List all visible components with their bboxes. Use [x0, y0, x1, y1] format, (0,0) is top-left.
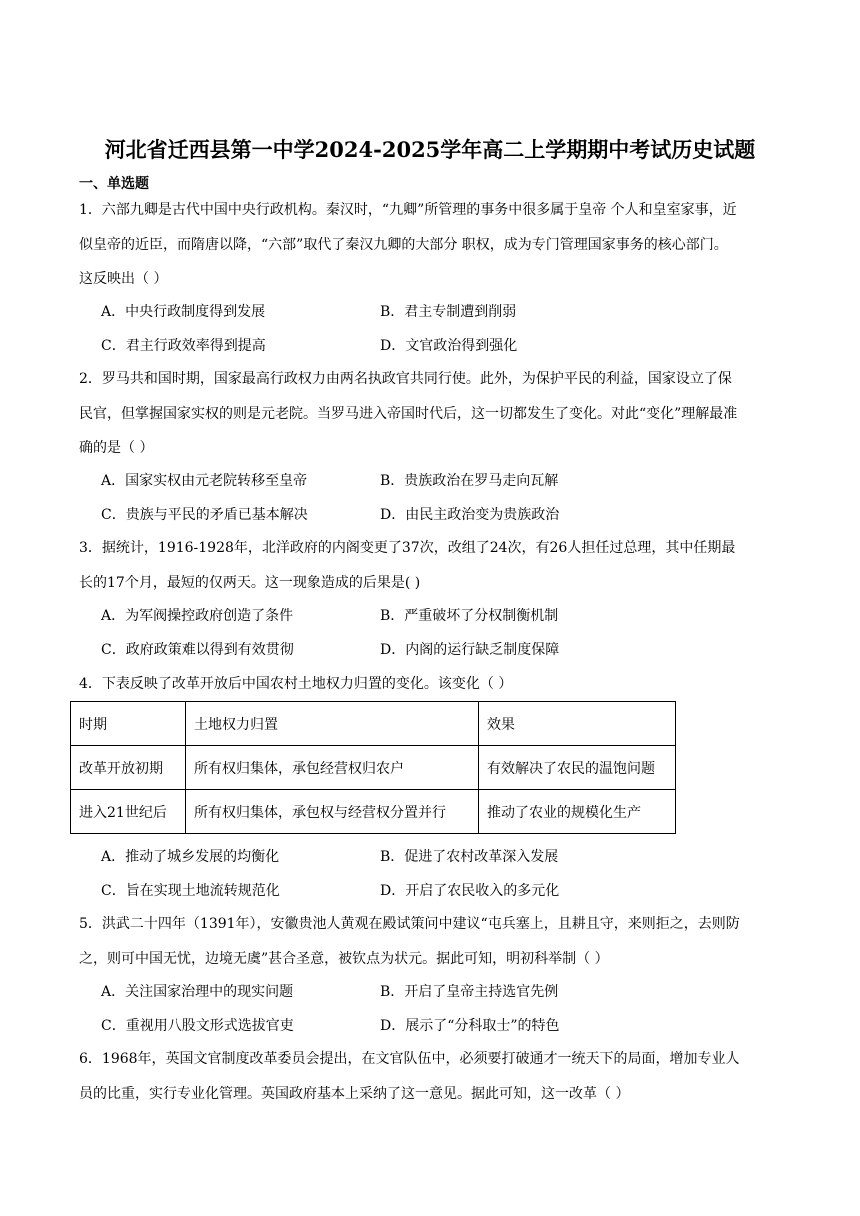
question-2-option-d[interactable]: D．由民主政治变为贵族政治 [380, 507, 560, 523]
question-3-line-1: 3．据统计，1916-1928年，北洋政府的内阁变更了37次，改组了24次，有26人担任过总理，其中任期最 [79, 540, 736, 556]
question-4-line-1: 4．下表反映了改革开放后中国农村土地权力归置的变化。该变化（ ） [79, 676, 513, 692]
table-header-arrangement: 土地权力归置 [186, 702, 479, 746]
question-3-option-c[interactable]: C．政府政策难以得到有效贯彻 [101, 642, 294, 658]
question-2-option-c[interactable]: C．贵族与平民的矛盾已基本解决 [101, 507, 308, 523]
question-4-option-a[interactable]: A．推动了城乡发展的均衡化 [101, 849, 280, 865]
question-4-option-c[interactable]: C．旨在实现土地流转规范化 [101, 883, 280, 899]
table-cell: 推动了农业的规模化生产 [479, 790, 676, 834]
table-row [71, 790, 676, 834]
section-heading: 一、单选题 [79, 176, 149, 192]
question-2-line-2: 民官，但掌握国家实权的则是元老院。当罗马进入帝国时代后，这一切都发生了变化。对此“变化”理解最准 [79, 406, 738, 422]
table-header-period: 时期 [71, 702, 186, 746]
land-rights-table [70, 701, 676, 834]
question-2-option-b[interactable]: B．贵族政治在罗马走向瓦解 [380, 473, 559, 489]
question-3-option-b[interactable]: B．严重破坏了分权制衡机制 [380, 608, 559, 624]
question-1-option-c[interactable]: C．君主行政效率得到提高 [101, 338, 266, 354]
question-5-option-a[interactable]: A．关注国家治理中的现实问题 [101, 984, 294, 1000]
question-1-line-3: 这反映出（ ） [79, 271, 168, 287]
question-1-line-1: 1．六部九卿是古代中国中央行政机构。秦汉时，“九卿”所管理的事务中很多属于皇帝 个人和皇室家事，近 [79, 202, 737, 218]
table-row [71, 746, 676, 790]
table-cell: 有效解决了农民的温饱问题 [479, 746, 676, 790]
question-5-option-b[interactable]: B．开启了皇帝主持选官先例 [380, 984, 559, 1000]
question-4-option-d[interactable]: D．开启了农民收入的多元化 [380, 883, 560, 899]
question-5-option-d[interactable]: D．展示了“分科取士”的特色 [380, 1018, 560, 1034]
question-5-line-1: 5．洪武二十四年（1391年），安徽贵池人黄观在殿试策问中建议“屯兵塞上，且耕且守，来则拒之，去则防 [79, 916, 740, 932]
question-2-line-1: 2．罗马共和国时期，国家最高行政权力由两名执政官共同行使。此外，为保护平民的利益，国家设立了保 [79, 371, 732, 387]
question-5-line-2: 之，则可中国无忧，边境无虞”甚合圣意，被钦点为状元。据此可知，明初科举制（ ） [79, 951, 609, 967]
table-row [71, 702, 676, 746]
question-2-line-3: 确的是（ ） [79, 440, 154, 456]
question-2-option-a[interactable]: A．国家实权由元老院转移至皇帝 [101, 473, 308, 489]
table-cell: 改革开放初期 [71, 746, 186, 790]
table-cell: 所有权归集体，承包经营权归农户 [186, 746, 479, 790]
question-3-option-a[interactable]: A．为军阀操控政府创造了条件 [101, 608, 294, 624]
question-4-option-b[interactable]: B．促进了农村改革深入发展 [380, 849, 559, 865]
question-6-line-1: 6．1968年，英国文官制度改革委员会提出，在文官队伍中，必须要打破通才一统天下的局面，增加专业人 [79, 1051, 740, 1067]
question-3-option-d[interactable]: D．内阁的运行缺乏制度保障 [380, 642, 560, 658]
question-5-option-c[interactable]: C．重视用八股文形式选拔官吏 [101, 1018, 294, 1034]
table-cell: 所有权归集体，承包权与经营权分置并行 [186, 790, 479, 834]
table-header-effect: 效果 [479, 702, 676, 746]
question-1-line-2: 似皇帝的近臣，而隋唐以降，“六部”取代了秦汉九卿的大部分 职权，成为专门管理国家事务的核心部门。 [79, 237, 728, 253]
question-1-option-d[interactable]: D．文官政治得到强化 [380, 338, 518, 354]
question-1-option-b[interactable]: B．君主专制遭到削弱 [380, 304, 517, 320]
question-6-line-2: 员的比重，实行专业化管理。英国政府基本上采纳了这一意见。据此可知，这一改革（ ） [79, 1086, 630, 1102]
page-title: 河北省迁西县第一中学2024-2025学年高二上学期期中考试历史试题 [104, 137, 756, 162]
table-cell: 进入21世纪后 [71, 790, 186, 834]
question-3-line-2: 长的17个月，最短的仅两天。这一现象造成的后果是( ) [79, 575, 421, 591]
question-1-option-a[interactable]: A．中央行政制度得到发展 [101, 304, 266, 320]
